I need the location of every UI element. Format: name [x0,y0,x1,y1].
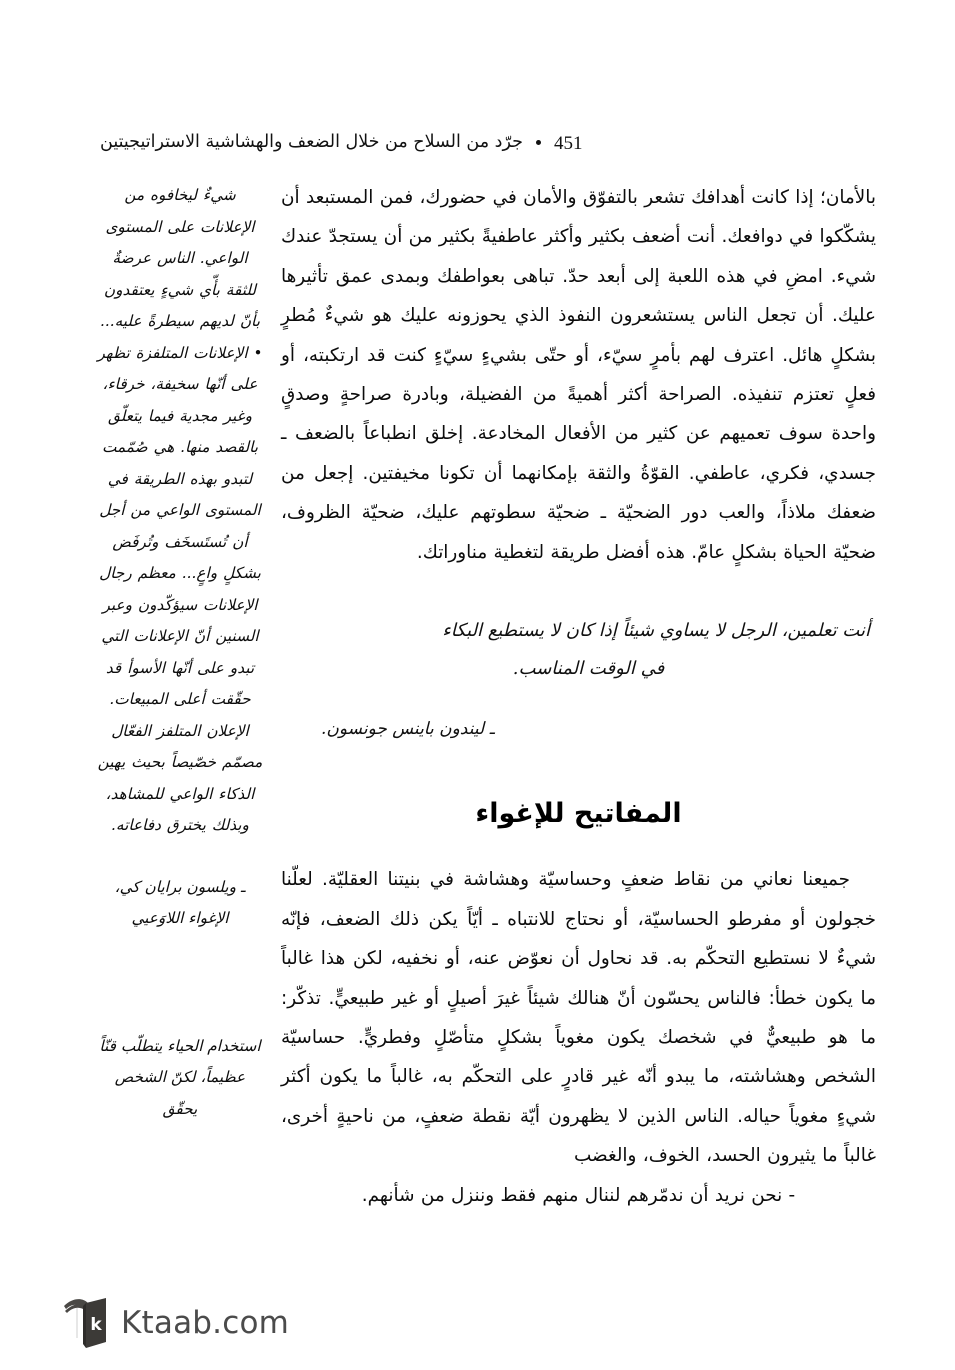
margin-note-attribution: ـ ويلسون برايان كي، الإغواء اللاوَعيي [114,877,246,927]
section-heading: المفاتيح للإغواء [475,798,682,830]
running-header [100,126,640,160]
pull-quote-line-1: أنت تعلمين، الرجل لا يساوي شيئاً إذا كان لا يستطيع البكاء [442,620,870,642]
main-text-column [281,178,876,1215]
page-body [96,178,876,1268]
body-paragraph: - نحن نريد أن ندمّرهم لننال منهم فقط وننزل من شأنهم. [361,1184,796,1206]
margin-note-column [96,180,264,1125]
watermark [62,1294,289,1352]
book-logo-icon [62,1294,108,1352]
watermark-text: Ktaab.com [121,1304,290,1341]
pull-quote-line-2: في الوقت المناسب. [512,658,665,680]
margin-note-text: شيءٌ ليخافوه من الإعلانات على المستوى الواعي. الناس عرضةٌ للثقة بأّي شيءٍ يعتقدون بأنّ لديهم سيطرةً عليه... • الإعلانات المتلفزة تظهر على أنّها سخيفة، خرقاء، وغير مجدية فيما يتعلّق بالقصد منها. هي صُمّمت لتبدو بهذه الطريقة في المستوى الواعي من أجل أن تُستَسخَف وتُرفَض بشكلٍ واعٍ... معظم رجال الإعلانات سيؤكّدون وعبر السنين أنّ الإعلانات التي تبدو على أنّها الأسوأ قد حقّقت أعلى المبيعات. الإعلان المتلفز الفعّال مصمّم خصّيصاً بحيث يهين الذكاء الواعي للمشاهد، وبذلك يخترق دفاعاته. [97,186,263,834]
pull-quote-attribution: ـ ليندون باينس جونسون. [321,719,495,740]
header-chapter-title: جرّد من السلاح من خلال الضعف والهشاشية الاستراتيجيتين [100,132,523,153]
body-paragraph: بالأمان؛ إذا كانت أهدافك تشعر بالتفوّق والأمان في حضورك، فمن المستبعد أن يشكّكوا في دوافعك. أنت أضعف بكثير وأكثر عاطفيةً بكثير من أن يستجدّ عندك شيء. امضِ في هذه اللعبة إلى أبعد حدّ. تباهى بعواطفك وبمدى عمق تأثيرها عليك. أن تجعل الناس يستشعرون النفوذ الذي يحوزونه عليك هو شيءٌ مُطرٍ بشكلٍ هائل. اعترف لهم بأمرٍ سيّء، أو حتّى بشيءٍ سيّءٍ كنت قد ارتكبته، أو فعلٍ تعتزم تنفيذه. الصراحة أكثر أهميةً من الفضيلة، وبادرة صراحةٍ وصدقٍ واحدة سوف تعميهم عن كثير من الأفعال المخادعة. إخلق انطباعاً بالضعف ـ جسدي، فكري، عاطفي. القوّةُ والثقة بإمكانهما أن تكونا مخيفتين. إجعل من ضعفك ملاذاً، والعب دور الضحيّة ـ ضحيّة سطوتهم عليك، ضحيّة الظروف، ضحيّة الحياة بشكلٍ عامّ. هذه أفضل طريقة لتغطية مناوراتك. [281,187,876,563]
header-bullet-icon [536,140,541,145]
pull-quote [281,612,876,744]
margin-note-text-secondary: استخدام الحياء يتطلّب قنّاً عظيماً، لكنّ الشخص يحقّق [99,1036,261,1118]
svg-text:k: k [90,1315,102,1335]
page-number: 451 [553,132,583,154]
body-paragraph: جميعنا نعاني من نقاط ضعفٍ وحساسيّة وهشاشة في بنيتنا العقليّة. لعلّنا خجولون أو مفرطو الحساسيّة، أو نحتاج للانتباه ـ أيّاً يكن ذلك الضعف، فإنّه شيءٌ لا نستطيع التحكّم به. قد نحاول أن نعوّض عنه، أو نخفيه، لكن هذا غالباً ما يكون خطأ: فالناس يحسّون أنّ هنالك شيئاً غيرَ أصيلٍ أو غير طبيعيٍّ. تذكّر: ما هو طبيعيٌّ في شخصك يكون مغوياً بشكلٍ متأصّلٍ وفطريٍّ. حساسيّة الشخص وهشاشته، ما يبدو أنّه غير قادرٍ على التحكّم به، غالباً ما يكون أكثر شيءٍ مغوياً حياله. الناس الذين لا يظهرون أيّة نقطة ضعفٍ، من ناحيةٍ أخرى، غالباً ما يثيرون الحسد، الخوف، والغضب [281,869,876,1167]
pull-quote-text [281,612,876,688]
